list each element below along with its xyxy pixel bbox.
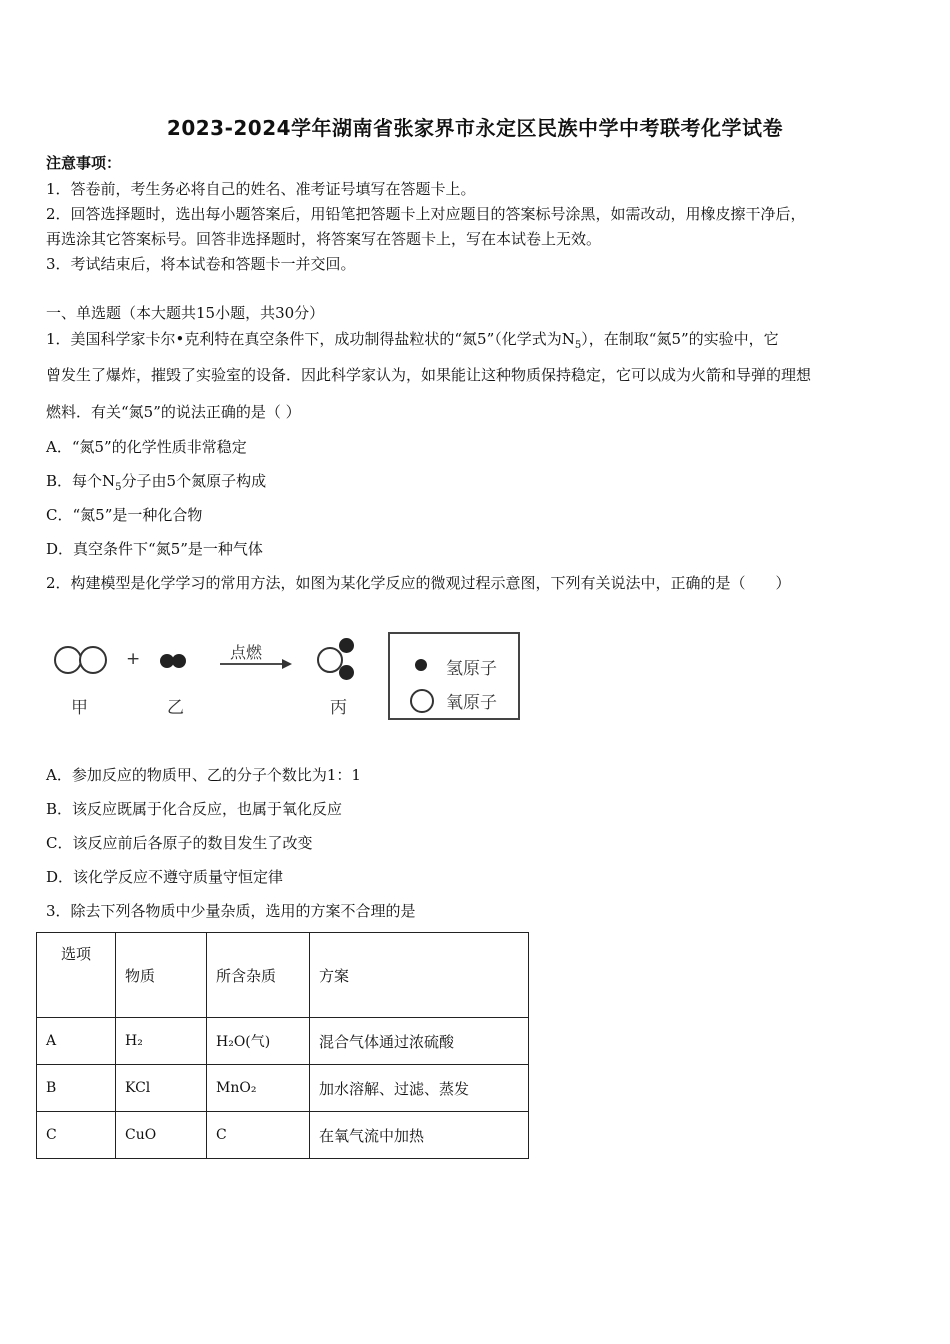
table-cell: H₂ xyxy=(116,1018,207,1065)
arrow-label: 点燃 xyxy=(230,643,263,662)
table-cell: 加水溶解、过滤、蒸发 xyxy=(310,1065,529,1112)
notice-item-3: 3．考试结束后，将本试卷和答题卡一并交回。 xyxy=(46,255,356,273)
legend-hydrogen-label: 氢原子 xyxy=(446,659,497,679)
q1-option-d: D．真空条件下“氮5”是一种气体 xyxy=(46,540,263,558)
table-cell: 混合气体通过浓硫酸 xyxy=(310,1018,529,1065)
q1-option-b: B．每个$N_5$分子由5个氮原子构成 xyxy=(46,472,267,493)
reaction-diagram xyxy=(46,625,536,730)
label-bing: 丙 xyxy=(330,698,347,718)
q2-option-d: D．该化学反应不遵守质量守恒定律 xyxy=(46,868,284,886)
table-header-cell: 所含杂质 xyxy=(207,933,310,1018)
reaction-arrow-icon xyxy=(218,658,293,670)
table-row xyxy=(37,1018,529,1065)
table-cell: KCl xyxy=(116,1065,207,1112)
q1-option-c: C．“氮5”是一种化合物 xyxy=(46,506,203,524)
q1-stem-line1: 1．美国科学家卡尔•克利特在真空条件下，成功制得盐粒状的“氮5”（化学式为$N_5$），在制取“氮5”的实验中，它 xyxy=(46,330,779,351)
notice-item-2-cont: 再选涂其它答案标号。回答非选择题时，将答案写在答题卡上，写在本试卷上无效。 xyxy=(46,230,602,248)
oxygen-atom-icon xyxy=(410,689,434,713)
table-cell: MnO₂ xyxy=(207,1065,310,1112)
plus-sign: + xyxy=(126,649,141,669)
table-header-row xyxy=(37,933,529,1018)
label-yi: 乙 xyxy=(167,698,184,718)
q2-stem: 2．构建模型是化学学习的常用方法，如图为某化学反应的微观过程示意图，下列有关说法中，正确的是（ ） xyxy=(46,574,791,592)
notice-item-1: 1．答卷前，考生务必将自己的姓名、准考证号填写在答题卡上。 xyxy=(46,180,476,198)
hydrogen-atom-icon xyxy=(415,659,427,671)
table-row xyxy=(37,1112,529,1159)
table-cell: C xyxy=(207,1112,310,1159)
diagram-legend xyxy=(388,632,520,720)
q2-option-b: B．该反应既属于化合反应，也属于氧化反应 xyxy=(46,800,343,818)
table-cell: A xyxy=(37,1018,116,1065)
notice-item-2: 2．回答选择题时，选出每小题答案后，用铅笔把答题卡上对应题目的答案标号涂黑，如需改动，用橡皮擦干净后， xyxy=(46,205,806,223)
table-row xyxy=(37,1065,529,1112)
section-heading: 一、单选题（本大题共15小题，共30分） xyxy=(46,304,325,322)
q1-stem-line2: 曾发生了爆炸，摧毁了实验室的设备．因此科学家认为，如果能让这种物质保持稳定，它可以成为火箭和导弹的理想 xyxy=(46,366,812,384)
q3-options-table xyxy=(36,932,529,1159)
table-cell: B xyxy=(37,1065,116,1112)
table-header-cell: 物质 xyxy=(116,933,207,1018)
q1-stem-line3: 燃料．有关“氮5”的说法正确的是（ ） xyxy=(46,403,301,421)
q2-option-c: C．该反应前后各原子的数目发生了改变 xyxy=(46,834,313,852)
table-cell: C xyxy=(37,1112,116,1159)
hydrogen-atom-icon xyxy=(172,654,186,668)
table-cell: 在氧气流中加热 xyxy=(310,1112,529,1159)
table-header-cell: 选项 xyxy=(37,933,116,1018)
q1-option-a: A．“氮5”的化学性质非常稳定 xyxy=(46,438,247,456)
oxygen-atom-icon xyxy=(54,646,82,674)
hydrogen-atom-icon xyxy=(339,638,354,653)
q2-option-a: A．参加反应的物质甲、乙的分子个数比为1：1 xyxy=(46,766,361,784)
table-cell: CuO xyxy=(116,1112,207,1159)
q3-stem: 3．除去下列各物质中少量杂质，选用的方案不合理的是 xyxy=(46,902,416,920)
oxygen-atom-icon xyxy=(79,646,107,674)
exam-title: 2023-2024学年湖南省张家界市永定区民族中学中考联考化学试卷 xyxy=(166,116,784,140)
notice-heading: 注意事项： xyxy=(46,154,122,172)
table-cell: H₂O(气) xyxy=(207,1018,310,1065)
hydrogen-atom-icon xyxy=(339,665,354,680)
legend-oxygen-label: 氧原子 xyxy=(446,693,497,713)
table-header-cell: 方案 xyxy=(310,933,529,1018)
label-jia: 甲 xyxy=(71,698,88,718)
